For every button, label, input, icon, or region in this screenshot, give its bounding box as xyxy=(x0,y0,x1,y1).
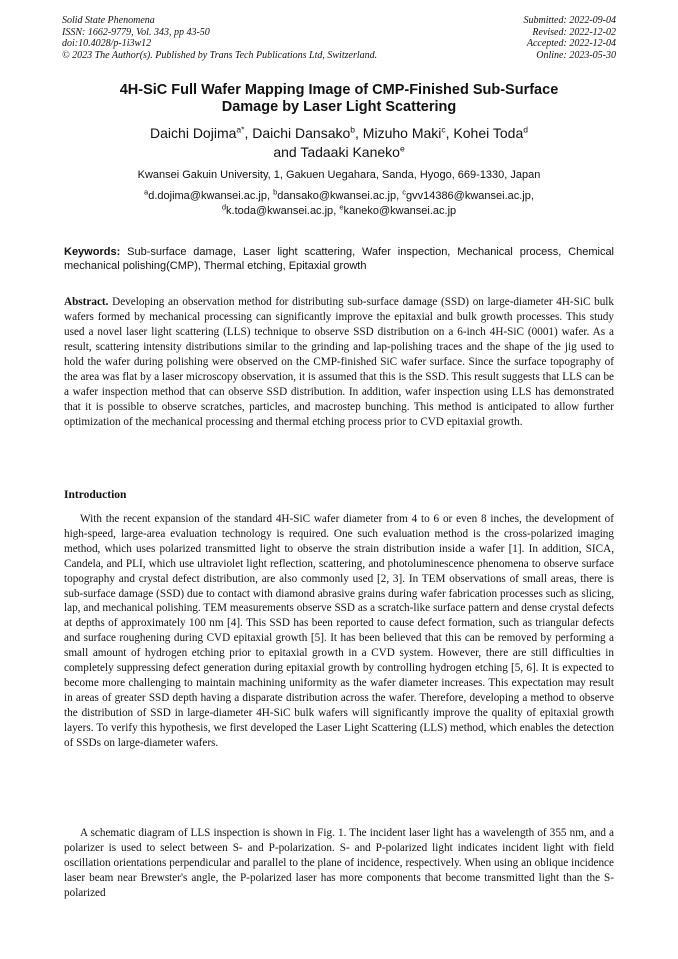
email-address: d.dojima@kwansei.ac.jp xyxy=(148,190,267,202)
email-sup: b xyxy=(273,187,278,197)
header-right xyxy=(524,15,617,61)
author-name: Kohei Toda xyxy=(453,125,524,141)
section-heading-introduction: Introduction xyxy=(64,489,127,501)
introduction-paragraph-2: A schematic diagram of LLS inspection is shown in Fig. 1. The incident laser light has a wavelength of 355 nm, and a polarizer is used to select between S- and P-polarization. S- and P-polarized light indicates incident light with field oscillation orientations perpendicular and parallel to the plane of incidence, respectively. When using an oblique incidence laser beam near Brewster's angle, the P-polarized laser has more components that become transmitted light than the S-polarized xyxy=(64,827,614,899)
paper-title xyxy=(64,82,614,116)
abstract-text: Developing an observation method for distributing sub-surface damage (SSD) on large-diameter 4H-SiC bulk wafers formed by mechanical processing can significantly improve the epitaxial and bulk growth processes. This study used a novel laser light scattering (LLS) technique to observe SSD distribution on a 6-inch 4H-SiC (0001) wafer. As a result, scattering intensity distributions similar to the grinding and lap-polishing traces and the shape of the jig used to hold the wafer during polishing were observed on the CMP-finished SiC wafer surface. Since the surface topography of the area was flat by a laser microscopy observation, it is assumed that this is the SSD. This result suggests that LLS can be a wafer inspection method that can observe SSD distribution. In addition, wafer inspection using LLS has demonstrated that it is possible to observe scratches, particles, and macrostep bunching. This method is anticipated to allow further optimization of the mechanical processing and thermal etching process prior to CVD epitaxial growth. xyxy=(64,296,615,428)
abstract-label: Abstract. xyxy=(64,296,109,308)
introduction-paragraph-1: With the recent expansion of the standard 4H-SiC wafer diameter from 4 to 6 or even 8 inches, the development of high-speed, large-area evaluation technology is required. One such evaluation method is the cross-polarized imaging method, which uses polarized transmitted light to observe the strain distribution inside a wafer [1]. In addition, SICA, Candela, and PLI, which use ultraviolet light reflection, scattering, and photoluminescence phenomena to observe surface topography and crystal defect distribution, are also commonly used [2, 3]. In TEM observations of small areas, there is sub-surface damage (SSD) due to contact with diamond abrasive grains during wafer fabrication processes such as slicing, lap, and mechanical polishing. TEM measurements observe SSD as a scratch-like surface pattern and dense crystal defects at depths of approximately 100 nm [4]. This SSD has been reported to cause defect formation, such as triangular defects and surface roughening during CVD epitaxial growth [5]. It has been believed that this can be removed by performing a small amount of hydrogen etching prior to epitaxial growth in a CVD system. However, there are still difficulties in completely suppressing defect generation during epitaxial growth by controlling hydrogen etching [5, 6]. It is expected to become more challenging to maintain machining uniformity as the wafer diameter increases. This expectation may result in areas of greater SSD depth having a disparate distribution across the wafer. Therefore, developing a method to observe the distribution of SSD in large-diameter 4H-SiC bulk wafers will significantly improve the quality of epitaxial growth layers. To verify this hypothesis, we first developed the Laser Light Scattering (LLS) method, which enables the detection of SSDs on large-diameter wafers. xyxy=(64,513,614,749)
author-sup: e xyxy=(399,143,405,154)
author-name: Daichi Dansako xyxy=(252,125,351,141)
author-sup: c xyxy=(441,124,446,135)
email-sup: a xyxy=(144,187,149,197)
email-separator: , xyxy=(396,190,403,202)
email-address: gvv14386@kwansei.ac.jp xyxy=(405,190,531,202)
title-line-1: 4H-SiC Full Wafer Mapping Image of CMP-Finished Sub-Surface xyxy=(119,82,559,98)
author-separator: , xyxy=(244,125,253,141)
keywords-text: Sub-surface damage, Laser light scattering, Wafer inspection, Mechanical process, Chemical mechanical polishing(CMP), Thermal etching, Epitaxial growth xyxy=(64,246,615,272)
email-separator: , xyxy=(530,190,534,202)
email-sup: e xyxy=(339,202,344,212)
author-separator: , xyxy=(355,125,363,141)
author-name: Daichi Dojima xyxy=(150,125,237,141)
email-sup: c xyxy=(402,187,406,197)
emails-line-2 xyxy=(64,204,614,219)
author-name: Mizuho Maki xyxy=(362,125,442,141)
author-and: and xyxy=(273,144,301,160)
author-sup: a* xyxy=(236,124,245,135)
author-sup: d xyxy=(523,124,528,135)
authors-line-1 xyxy=(64,124,614,143)
journal-name: Solid State Phenomena xyxy=(62,15,155,26)
author-separator: , xyxy=(445,125,454,141)
revised-date: Revised: 2022-12-02 xyxy=(532,26,616,38)
author-list xyxy=(64,124,614,162)
email-address: kaneko@kwansei.ac.jp xyxy=(343,205,457,217)
email-separator: , xyxy=(267,190,274,202)
email-list xyxy=(64,189,614,219)
authors-line-2 xyxy=(64,143,614,162)
keywords xyxy=(64,245,614,273)
copyright: © 2023 The Author(s). Published by Trans Tech Publications Ltd, Switzerland. xyxy=(62,49,378,61)
doi: doi:10.4028/p-1i3w12 xyxy=(62,38,152,49)
author-name: Tadaaki Kaneko xyxy=(300,144,400,160)
author-sup: b xyxy=(350,124,356,135)
email-sup: d xyxy=(221,202,227,212)
header-left xyxy=(62,15,377,61)
email-address: dansako@kwansei.ac.jp xyxy=(277,190,397,202)
affiliation: Kwansei Gakuin University, 1, Gakuen Uegahara, Sanda, Hyogo, 669-1330, Japan xyxy=(137,169,541,181)
abstract xyxy=(64,295,614,430)
title-line-2: Damage by Laser Light Scattering xyxy=(221,99,457,115)
issn: ISSN: 1662-9779, Vol. 343, pp 43-50 xyxy=(62,26,210,38)
accepted-date: Accepted: 2022-12-04 xyxy=(526,38,616,49)
online-date: Online: 2023-05-30 xyxy=(536,49,616,61)
keywords-label: Keywords: xyxy=(64,246,121,258)
email-address: k.toda@kwansei.ac.jp xyxy=(226,205,334,217)
submitted-date: Submitted: 2022-09-04 xyxy=(523,15,616,26)
email-separator: , xyxy=(333,205,340,217)
